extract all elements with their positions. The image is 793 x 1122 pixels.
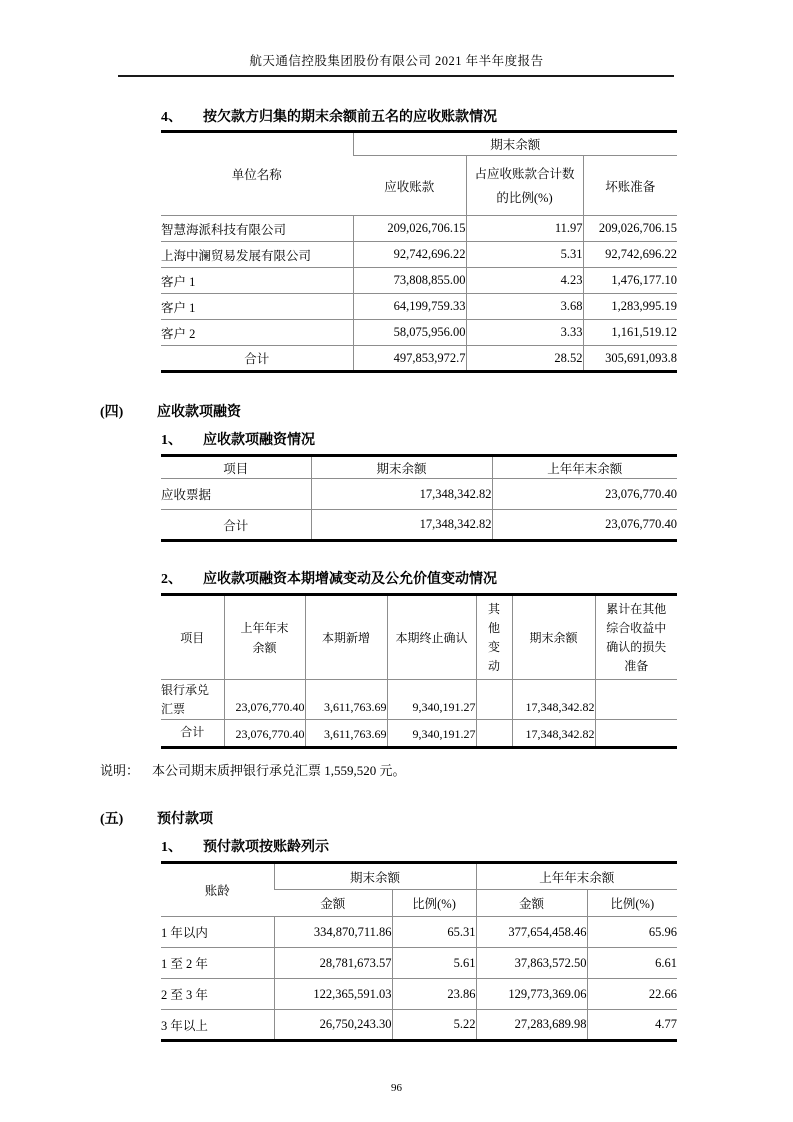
table-row [161, 479, 677, 510]
amount-cell: 334,870,711.86 [274, 917, 392, 948]
table-header-row [161, 595, 677, 680]
section-si-sub2-heading [161, 571, 793, 589]
oci-loss-cell [595, 720, 677, 748]
amount-header: 金额 [476, 890, 587, 917]
receivable-cell: 58,075,956.00 [353, 320, 466, 346]
oci-loss-header-line: 累计在其他 [606, 601, 667, 616]
total-label-cell: 合计 [244, 352, 270, 366]
ratio-header: 比例(%) [587, 890, 677, 917]
amount-cell: 37,863,572.50 [476, 948, 587, 979]
section-wu-heading [100, 811, 793, 829]
amount-cell: 28,781,673.57 [274, 948, 392, 979]
heading-title: 应收款项融资 [157, 405, 241, 420]
prior-year-cell: 23,076,770.40 [224, 680, 305, 720]
oci-loss-header-line: 综合收益中 [606, 620, 667, 635]
amount-cell: 122,365,591.03 [274, 979, 392, 1010]
closing-balance-group-header: 期末余额 [274, 863, 476, 890]
item-header: 项目 [161, 595, 224, 680]
section-si-heading [100, 404, 793, 422]
company-name-cell: 客户 1 [161, 268, 353, 294]
other-change-cell [476, 720, 512, 748]
note-text: 本公司期末质押银行承兑汇票 1,559,520 元。 [152, 763, 406, 778]
section-wu-sub1-heading [161, 839, 793, 857]
pledge-note [100, 762, 793, 779]
receivable-cell: 209,026,706.15 [353, 216, 466, 242]
header-rule [118, 75, 674, 77]
aging-header: 账龄 [161, 863, 274, 917]
baddebt-cell: 305,691,093.8 [583, 346, 677, 372]
prior-year-group-header: 上年年末余额 [476, 863, 677, 890]
ratio-cell: 23.86 [392, 979, 476, 1010]
receivables-financing-table [161, 454, 677, 542]
ratio-cell: 5.61 [392, 948, 476, 979]
table-row [161, 242, 677, 268]
other-change-char: 其 [487, 601, 500, 616]
baddebt-cell: 209,026,706.15 [583, 216, 677, 242]
ratio-cell: 5.22 [392, 1010, 476, 1041]
heading-number: (五) [100, 812, 124, 827]
amount-cell: 27,283,689.98 [476, 1010, 587, 1041]
amount-cell: 377,654,458.46 [476, 917, 587, 948]
amount-cell: 26,750,243.30 [274, 1010, 392, 1041]
receivable-cell: 497,853,972.7 [353, 346, 466, 372]
unit-name-header: 单位名称 [161, 132, 353, 216]
item-cell [161, 680, 224, 720]
aging-cell: 1 至 2 年 [161, 948, 274, 979]
ratio-cell: 6.61 [587, 948, 677, 979]
item-line1: 银行承兑 [161, 683, 210, 697]
ratio-cell: 11.97 [466, 216, 583, 242]
other-change-char: 他 [487, 620, 500, 635]
table-row [161, 320, 677, 346]
receivable-cell: 92,742,696.22 [353, 242, 466, 268]
amount-header: 金额 [274, 890, 392, 917]
prior-year-header-line2: 余额 [252, 640, 277, 655]
oci-loss-header [595, 595, 677, 680]
baddebt-cell: 1,161,519.12 [583, 320, 677, 346]
table-row [161, 268, 677, 294]
receivable-header: 应收账款 [353, 156, 466, 216]
amount-cell: 129,773,369.06 [476, 979, 587, 1010]
total-label-cell: 合计 [180, 725, 205, 739]
other-change-header [476, 595, 512, 680]
derecognized-cell: 9,340,191.27 [387, 720, 476, 748]
ratio-cell: 5.31 [466, 242, 583, 268]
closing-balance-header: 期末余额 [512, 595, 595, 680]
oci-loss-cell [595, 680, 677, 720]
financing-movement-table [161, 593, 677, 749]
section-si-sub1-heading [161, 432, 793, 450]
derecognized-header: 本期终止确认 [387, 595, 476, 680]
ratio-header [466, 156, 583, 216]
note-label: 说明： [100, 763, 140, 778]
table-row [161, 294, 677, 320]
prior-year-cell: 23,076,770.40 [224, 720, 305, 748]
table-row [161, 1010, 677, 1041]
heading-number: 1、 [161, 433, 182, 448]
ratio-cell: 3.33 [466, 320, 583, 346]
company-name-cell: 智慧海派科技有限公司 [161, 216, 353, 242]
aging-cell: 3 年以上 [161, 1018, 208, 1033]
table-header-row [161, 132, 677, 156]
ratio-header: 比例(%) [392, 890, 476, 917]
heading-title: 应收款项融资本期增减变动及公允价值变动情况 [203, 572, 497, 587]
ratio-header-line1: 占应收账款合计数 [474, 166, 575, 181]
receivable-cell: 64,199,759.33 [353, 294, 466, 320]
other-change-cell [476, 680, 512, 720]
prior-year-cell: 23,076,770.40 [492, 510, 677, 541]
company-name-cell: 上海中澜贸易发展有限公司 [161, 242, 353, 268]
table-row [161, 979, 677, 1010]
derecognized-cell: 9,340,191.27 [387, 680, 476, 720]
heading-number: 4、 [161, 110, 182, 125]
ratio-cell: 28.52 [466, 346, 583, 372]
baddebt-cell: 1,283,995.19 [583, 294, 677, 320]
heading-title: 预付款项按账龄列示 [203, 840, 329, 855]
prepayments-aging-table [161, 861, 677, 1042]
page-header-title: 航天通信控股集团股份有限公司 2021 年半年度报告 [249, 54, 544, 68]
closing-balance-cell: 17,348,342.82 [512, 720, 595, 748]
ratio-header-line2: 的比例(%) [496, 190, 553, 205]
company-name-cell: 客户 2 [161, 320, 353, 346]
table-header-row [161, 863, 677, 890]
page-number: 96 [391, 1082, 402, 1094]
added-cell: 3,611,763.69 [305, 720, 387, 748]
closing-balance-header: 期末余额 [311, 456, 492, 479]
aging-cell: 2 至 3 年 [161, 979, 274, 1010]
company-name-cell: 客户 1 [161, 294, 353, 320]
ratio-cell: 4.23 [466, 268, 583, 294]
closing-balance-cell: 17,348,342.82 [311, 479, 492, 510]
prior-year-header [224, 595, 305, 680]
baddebt-cell: 92,742,696.22 [583, 242, 677, 268]
prior-year-header: 上年年末余额 [492, 456, 677, 479]
prior-year-cell: 23,076,770.40 [492, 479, 677, 510]
item-line2: 汇票 [161, 702, 186, 716]
added-header: 本期新增 [305, 595, 387, 680]
closing-balance-cell: 17,348,342.82 [311, 510, 492, 541]
aging-cell: 1 年以内 [161, 917, 274, 948]
section-4-heading [161, 109, 793, 127]
heading-title: 应收款项融资情况 [203, 433, 315, 448]
total-row [161, 720, 677, 748]
top5-receivables-table [161, 130, 677, 373]
heading-title: 按欠款方归集的期末余额前五名的应收账款情况 [203, 110, 497, 125]
baddebt-header: 坏账准备 [583, 156, 677, 216]
item-cell: 应收票据 [161, 479, 311, 510]
table-row [161, 216, 677, 242]
table-header-row [161, 456, 677, 479]
ratio-cell: 4.77 [587, 1010, 677, 1041]
added-cell: 3,611,763.69 [305, 680, 387, 720]
total-row [161, 510, 677, 541]
heading-number: 1、 [161, 840, 182, 855]
oci-loss-header-line: 准备 [624, 658, 649, 673]
item-header: 项目 [161, 456, 311, 479]
closing-balance-group-header: 期末余额 [353, 132, 677, 156]
other-change-char: 变 [487, 639, 500, 654]
baddebt-cell: 1,476,177.10 [583, 268, 677, 294]
table-row [161, 917, 677, 948]
table-row [161, 680, 677, 720]
other-change-char: 动 [487, 658, 500, 673]
ratio-cell: 22.66 [587, 979, 677, 1010]
oci-loss-header-line: 确认的损失 [606, 639, 667, 654]
closing-balance-cell: 17,348,342.82 [512, 680, 595, 720]
ratio-cell: 65.96 [587, 917, 677, 948]
table-row [161, 948, 677, 979]
heading-number: 2、 [161, 572, 182, 587]
ratio-cell: 65.31 [392, 917, 476, 948]
total-label-cell: 合计 [223, 518, 249, 533]
heading-title: 预付款项 [157, 812, 213, 827]
receivable-cell: 73,808,855.00 [353, 268, 466, 294]
heading-number: (四) [100, 405, 124, 420]
prior-year-header-line1: 上年年末 [240, 620, 289, 635]
total-row [161, 346, 677, 372]
ratio-cell: 3.68 [466, 294, 583, 320]
